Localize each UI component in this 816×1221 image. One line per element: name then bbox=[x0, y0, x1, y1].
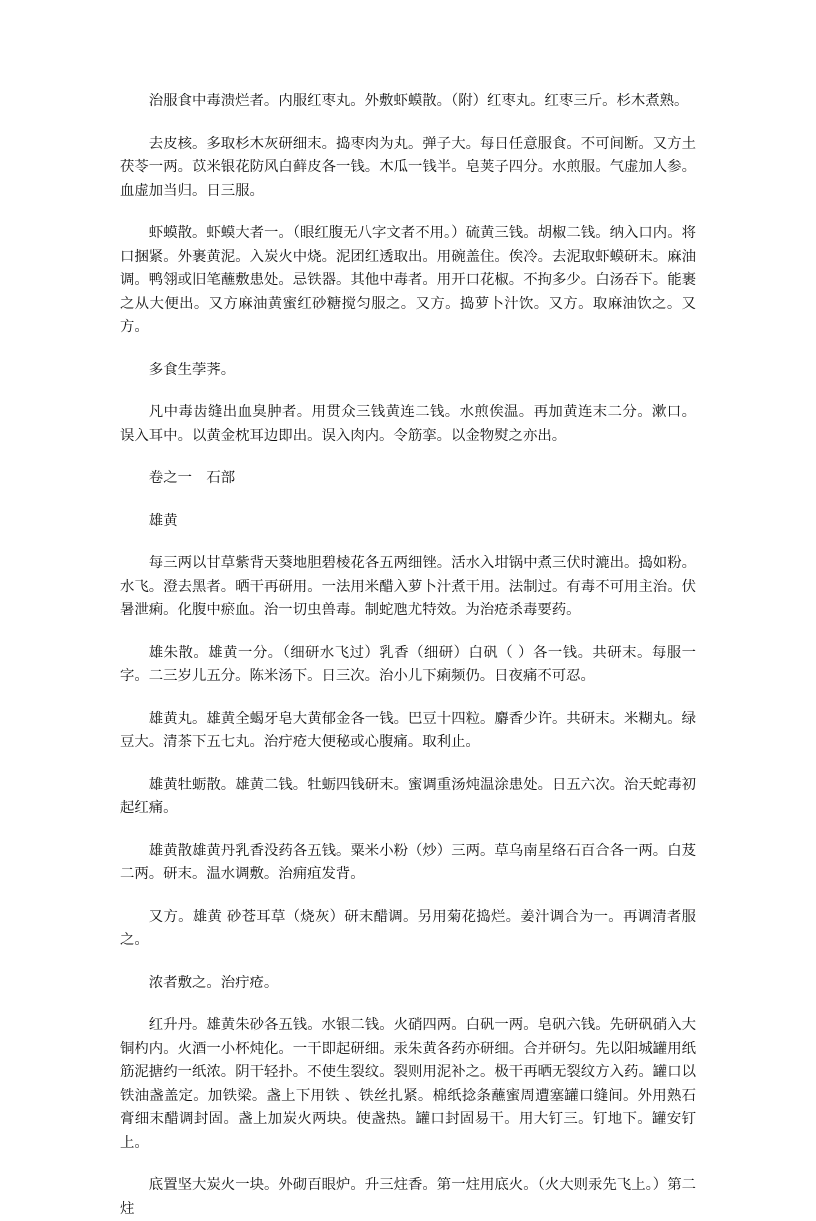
document-page bbox=[120, 90, 696, 1221]
paragraph-water-chestnut: 多食生荸荠。 bbox=[148, 361, 236, 378]
paragraph-red-date-pill-method: 去皮核。多取杉木灰研细末。捣枣肉为丸。弹子大。每日任意服食。不可间断。又方土茯苓一两。苡米银花防风白藓皮各一钱。木瓜一钱半。皂荚子四分。水煎服。气虚加人参。血虚加当归。日三服。 bbox=[120, 135, 696, 199]
paragraph-furnace-firing: 底置坚大炭火一块。外砌百眼炉。升三炷香。第一炷用底火。（火大则汞先飞上。）第二炷 bbox=[120, 1177, 696, 1217]
paragraph-thick-application: 浓者敷之。治疔疮。 bbox=[148, 974, 279, 991]
paragraph-realgar-oyster-powder: 雄黄牡蛎散。雄黄二钱。牡蛎四钱研末。蜜调重汤炖温涂患处。日五六次。治天蛇毒初起红痛。 bbox=[120, 776, 696, 816]
paragraph-red-elevated-elixir: 红升丹。雄黄朱砂各五钱。水银二钱。火硝四两。白矾一两。皂矾六钱。先研矾硝入大铜杓内。火酒一小杯炖化。一干即起研细。汞朱黄各药亦研细。合并研匀。先以阳城罐用纸筋泥搪约一纸浓。阴干轻扑。不使生裂纹。裂则用泥补之。极干再晒无裂纹方入药。罐口以铁油盏盖定。加铁梁。盏上下用铁 、铁丝扎紧。棉纸捻条蘸蜜周遭塞罐口缝间。外用熟石膏细末醋调封固。盏上加炭火两块。使盏热。罐口封固易干。用大钉三。钉地下。罐安钉上。 bbox=[120, 1017, 696, 1151]
paragraph-gum-bleeding: 凡中毒齿缝出血臭肿者。用贯众三钱黄连二钱。水煎俟温。再加黄连末二分。漱口。 误入耳中。以黄金枕耳边即出。误入肉内。令筋挛。以金物熨之亦出。 bbox=[120, 404, 696, 444]
chapter-heading: 卷之一 石部 bbox=[148, 470, 236, 486]
paragraph-red-date-pill-intro: 治服食中毒溃烂者。内服红枣丸。外敷虾蟆散。（附）红枣丸。红枣三斤。杉木煮熟。 bbox=[148, 93, 689, 109]
paragraph-realgar-powder: 雄黄散雄黄丹乳香没药各五钱。粟米小粉（炒）三两。草乌南星络石百合各一两。白芨二两。研末。温水调敷。治痈疽发背。 bbox=[120, 842, 696, 882]
paragraph-realgar-preparation: 每三两以甘草紫背天葵地胆碧棱花各五两细锉。活水入坩锅中煮三伏时漉出。捣如粉。水飞。澄去黑者。晒干再研用。一法用米醋入萝卜汁煮干用。法制过。有毒不可用主治。伏暑泄痢。化腹中瘀血。治一切虫兽毒。制蛇虺尤特效。为治疮杀毒要药。 bbox=[120, 555, 696, 618]
section-heading-realgar: 雄黄 bbox=[148, 512, 178, 529]
paragraph-toad-powder: 虾蟆散。虾蟆大者一。（眼红腹无八字文者不用。）硫黄三钱。胡椒二钱。纳入口内。将口捆紧。外裹黄泥。入炭火中烧。泥团红透取出。用碗盖住。俟冷。去泥取虾蟆研末。麻油调。鸭翎或旧笔蘸敷患处。忌铁器。其他中毒者。用开口花椒。不拘多少。白汤吞下。能裹之从大便出。又方麻油黄蜜红砂糖搅匀服之。又方。捣萝卜汁饮。又方。取麻油饮之。又方。 bbox=[120, 225, 696, 335]
paragraph-realgar-pill: 雄黄丸。雄黄全蝎牙皂大黄郁金各一钱。巴豆十四粒。麝香少许。共研末。米糊丸。绿豆大。清茶下五七丸。治疔疮大便秘或心腹痛。取利止。 bbox=[120, 710, 696, 750]
paragraph-xiong-zhu-san: 雄朱散。雄黄一分。（细研水飞过）乳香（细研）白矾（ ）各一钱。共研末。每服一字。二三岁儿五分。陈米汤下。日三次。治小儿下痢频仍。日夜痛不可忍。 bbox=[120, 644, 696, 684]
paragraph-alternate-formula: 又方。雄黄 砂苍耳草（烧灰）研末醋调。另用菊花捣烂。姜汁调合为一。再调清者服之。 bbox=[120, 908, 696, 948]
